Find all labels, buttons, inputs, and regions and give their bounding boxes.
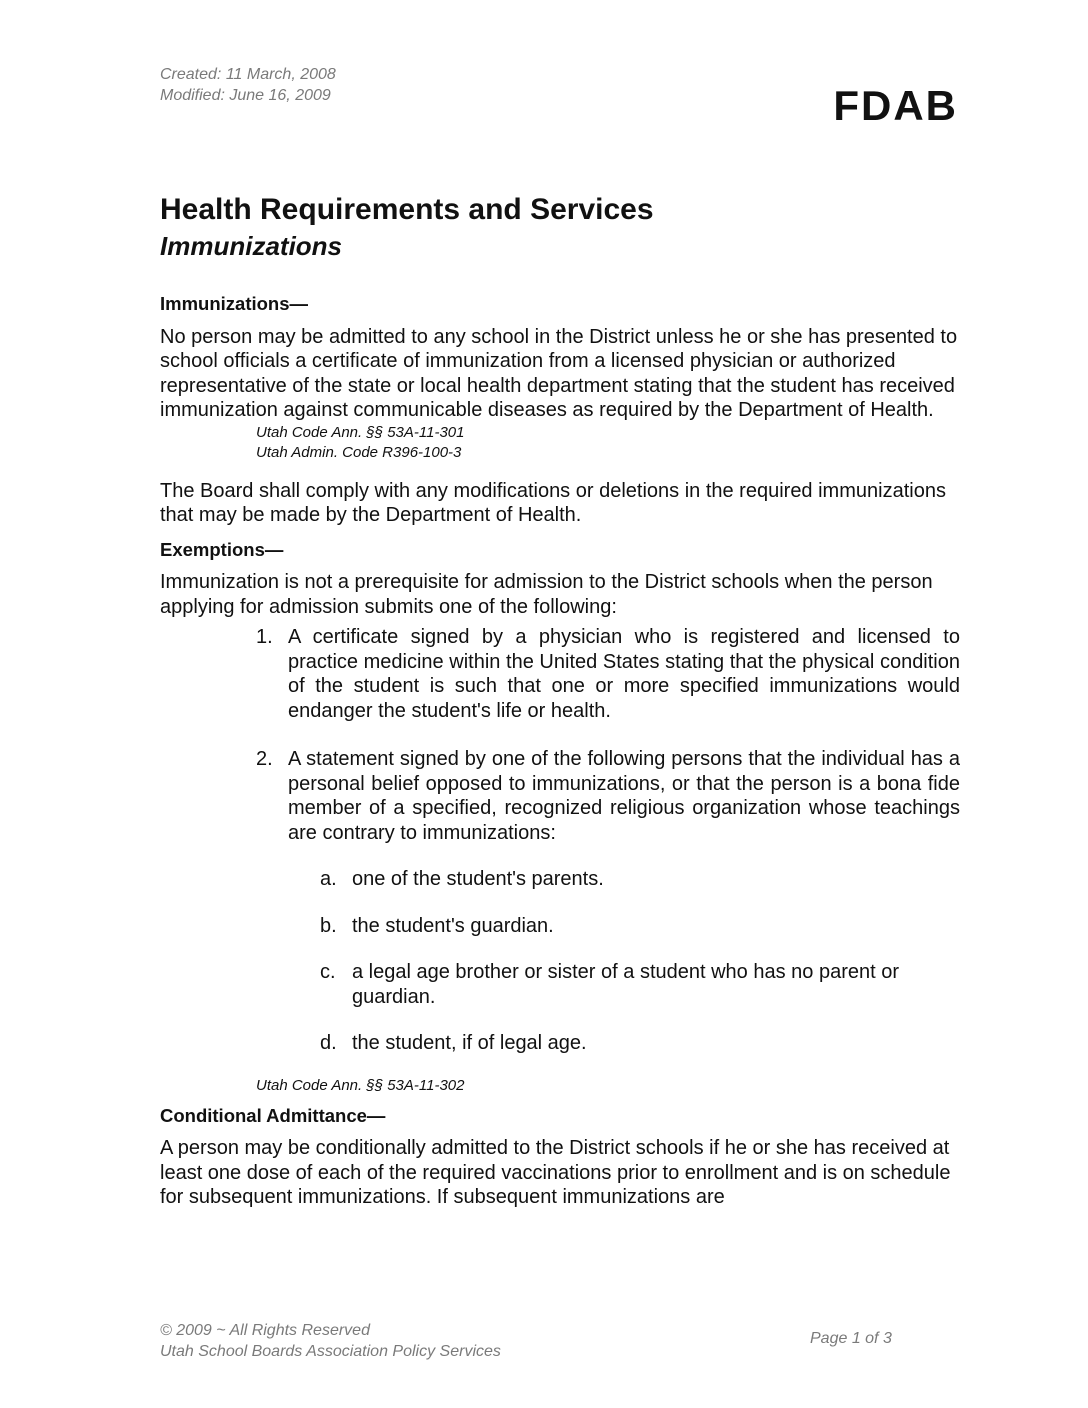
copyright: © 2009 ~ All Rights Reserved (160, 1322, 370, 1339)
list-item-number: 2. (256, 748, 273, 770)
conditional-paragraph: A person may be conditionally admitted to the District schools if he or she has received at least one dose of each of the required vaccinations prior to enrollment and is on schedule for subsequent immunizations. If subsequent immunizations are (160, 1137, 951, 1208)
list-item-letter: d. (320, 1032, 337, 1054)
policy-body (160, 292, 960, 1210)
list-item-text: A certificate signed by a physician who is registered and licensed to practice medicine within the United States stating that the physical condition of the student is such that one or more specified immunizations would endanger the student's life or health. (288, 626, 960, 722)
list-item-letter: c. (320, 961, 336, 983)
list-item (320, 1031, 960, 1056)
list-item (320, 914, 960, 939)
citation: Utah Code Ann. §§ 53A-11-302 (256, 1076, 465, 1094)
created-date: Created: 11 March, 2008 (160, 66, 336, 83)
list-item-letter: b. (320, 914, 337, 937)
signer-list (160, 867, 960, 1056)
list-item (256, 625, 960, 723)
citation: Utah Admin. Code R396-100-3 (256, 443, 462, 461)
modified-date: Modified: June 16, 2009 (160, 87, 331, 104)
publisher: Utah School Boards Association Policy Services (160, 1343, 501, 1360)
list-item (320, 867, 960, 892)
list-item-letter: a. (320, 868, 337, 890)
page-number: Page 1 of 3 (810, 1330, 892, 1347)
list-item-text: one of the student's parents. (352, 868, 604, 890)
list-item (256, 747, 960, 845)
list-item-text: the student, if of legal age. (352, 1032, 587, 1054)
policy-code: FDAB (833, 82, 958, 129)
footer-credits (160, 1320, 501, 1362)
section-heading-exemptions: Exemptions— (160, 538, 284, 560)
immunizations-citations (160, 423, 960, 463)
section-heading-immunizations: Immunizations— (160, 293, 309, 314)
list-item-text: the student's guardian. (352, 914, 554, 937)
exemptions-intro: Immunization is not a prerequisite for admission to the District schools when the person applying for admission submits one of the following: (160, 571, 933, 618)
page-title: Health Requirements and Services (160, 193, 654, 226)
list-item-number: 1. (256, 626, 273, 648)
list-item (320, 960, 960, 1009)
page-subtitle: Immunizations (160, 231, 343, 261)
list-item-text: A statement signed by one of the following persons that the individual has a personal belief opposed to immunizations, or that the person is a bona fide member of a specified, recognized religious organization whose teachings are contrary to immunizations: (288, 748, 960, 844)
immunizations-paragraph-2: The Board shall comply with any modifications or deletions in the required immunizations that may be made by the Department of Health. (160, 479, 946, 526)
list-item-text: a legal age brother or sister of a student who has no parent or guardian. (352, 961, 900, 1008)
exemptions-list (160, 625, 960, 845)
immunizations-paragraph: No person may be admitted to any school in the District unless he or she has presented to school officials a certificate of immunization from a licensed physician or authorized representative of the state or local health department stating that the student has received immunization against communicable diseases as required by the Department of Health. (160, 325, 958, 421)
citation: Utah Code Ann. §§ 53A-11-301 (256, 423, 465, 441)
section-heading-conditional: Conditional Admittance— (160, 1104, 386, 1126)
document-meta (160, 64, 336, 106)
